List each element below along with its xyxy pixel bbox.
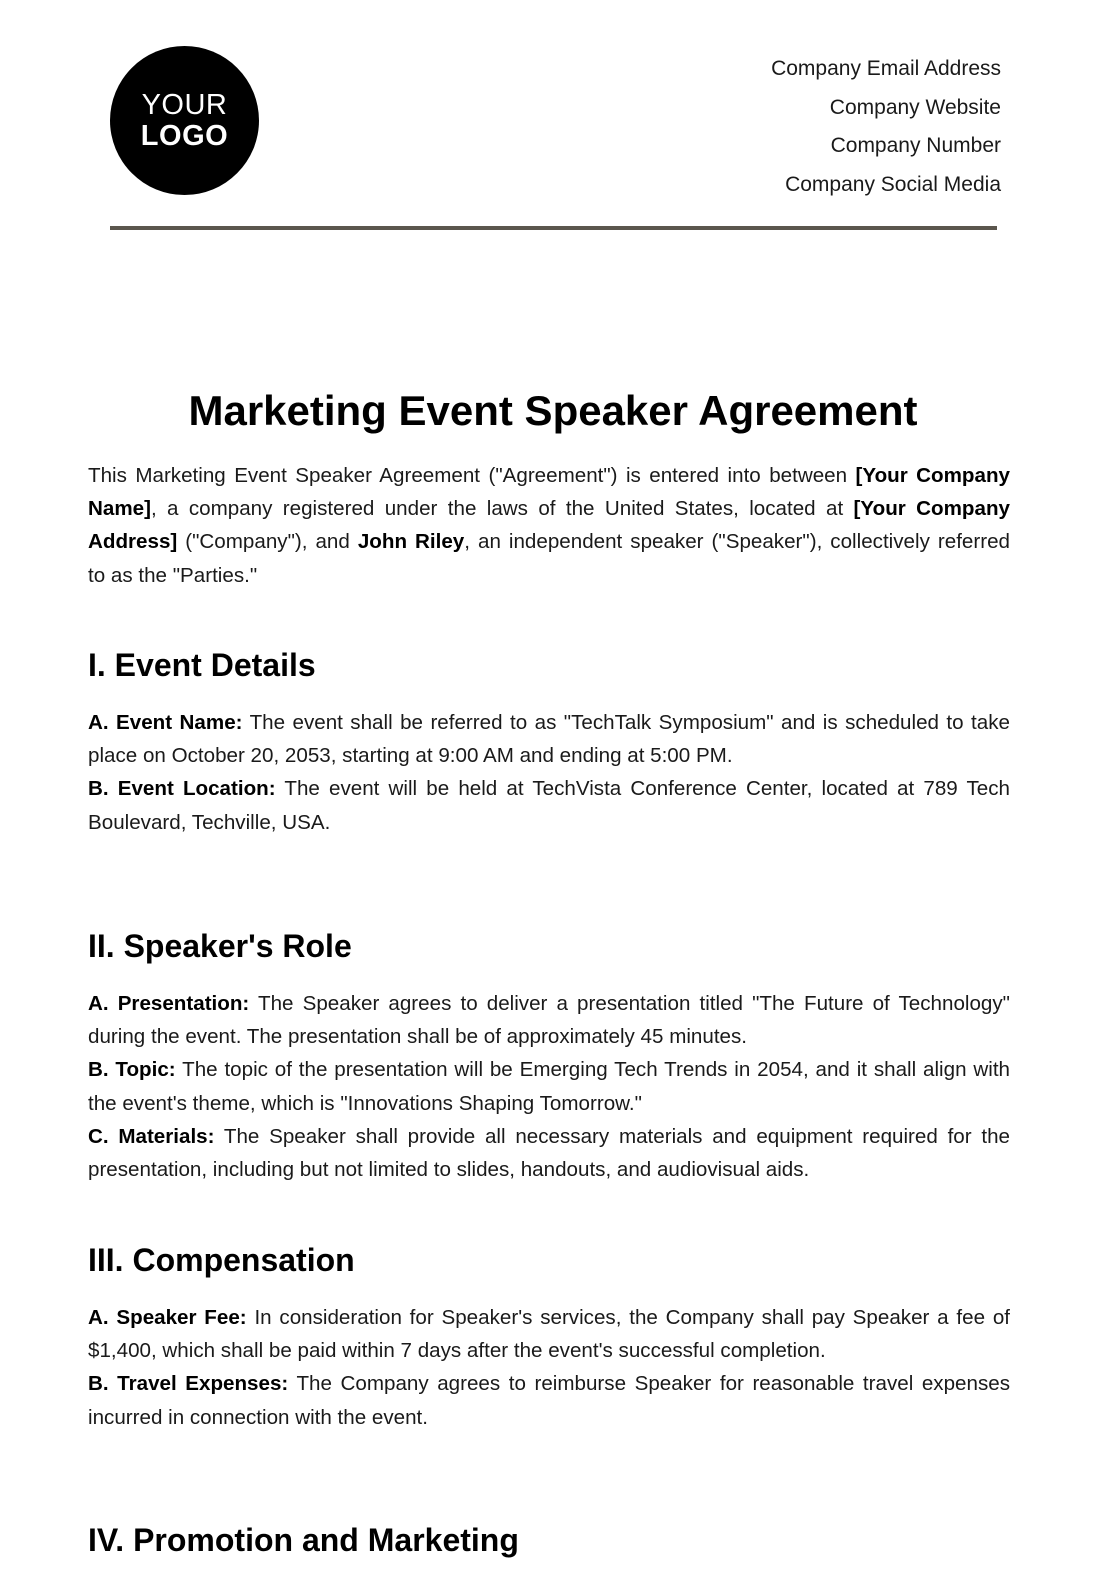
intro-paragraph-block: [88, 459, 1010, 592]
company-email: Company Email Address: [771, 57, 1001, 80]
section-heading-speakers-role: II. Speaker's Role: [88, 928, 352, 964]
company-number: Company Number: [830, 134, 1001, 157]
clause-event-name: A. Event Name: The event shall be referred to as "TechTalk Symposium" and is scheduled to take place on October 20, 2053, starting at 9:00 AM and ending at 5:00 PM.: [88, 711, 1010, 768]
section-body-compensation: [88, 1301, 1010, 1434]
section-body-event-details: [88, 706, 1010, 839]
section-heading-promotion-marketing: IV. Promotion and Marketing: [88, 1522, 519, 1558]
logo-text-line2: LOGO: [140, 119, 229, 152]
company-social-media: Company Social Media: [785, 172, 1001, 196]
company-name-placeholder: [Your Company Name]: [88, 464, 1011, 521]
clause-speaker-fee: A. Speaker Fee: In consideration for Speaker's services, the Company shall pay Speaker a fee of $1,400, which shall be paid within 7 days after the event's successful completion.: [88, 1306, 1010, 1363]
intro-paragraph: This Marketing Event Speaker Agreement ("Agreement") is entered into between [Your Company Name], a company registered under the laws of the United States, located at [Your Company Address] ("Company"), and John Riley, an independent speaker ("Speaker"), collectively referred to as the "Parties.": [88, 464, 1011, 587]
clause-topic: B. Topic: The topic of the presentation will be Emerging Tech Trends in 2054, and it shall align with the event's theme, which is "Innovations Shaping Tomorrow.": [88, 1058, 1010, 1115]
clause-materials: C. Materials: The Speaker shall provide all necessary materials and equipment required for the presentation, including but not limited to slides, handouts, and audiovisual aids.: [88, 1124, 1010, 1182]
document-header: [0, 0, 1116, 240]
company-website: Company Website: [829, 95, 1001, 119]
company-logo: [110, 46, 259, 195]
document-title: Marketing Event Speaker Agreement: [188, 387, 918, 434]
logo-text-line1: YOUR: [141, 88, 228, 121]
company-contact-block: [771, 50, 1001, 204]
company-address-placeholder: [Your Company Address]: [88, 497, 1010, 554]
header-divider: [110, 226, 997, 230]
clause-presentation: A. Presentation: The Speaker agrees to deliver a presentation titled "The Future of Technology" during the event. The presentation shall be of approximately 45 minutes.: [88, 992, 1010, 1049]
clause-event-location: B. Event Location: The event will be held at TechVista Conference Center, located at 789 Tech Boulevard, Techville, USA.: [88, 777, 1011, 834]
clause-travel-expenses: B. Travel Expenses: The Company agrees to reimburse Speaker for reasonable travel expenses incurred in connection with the event.: [88, 1372, 1010, 1429]
speaker-name: John Riley: [357, 530, 465, 554]
section-heading-event-details: I. Event Details: [88, 647, 316, 683]
section-heading-compensation: III. Compensation: [88, 1242, 355, 1278]
section-body-speakers-role: [88, 987, 1010, 1186]
